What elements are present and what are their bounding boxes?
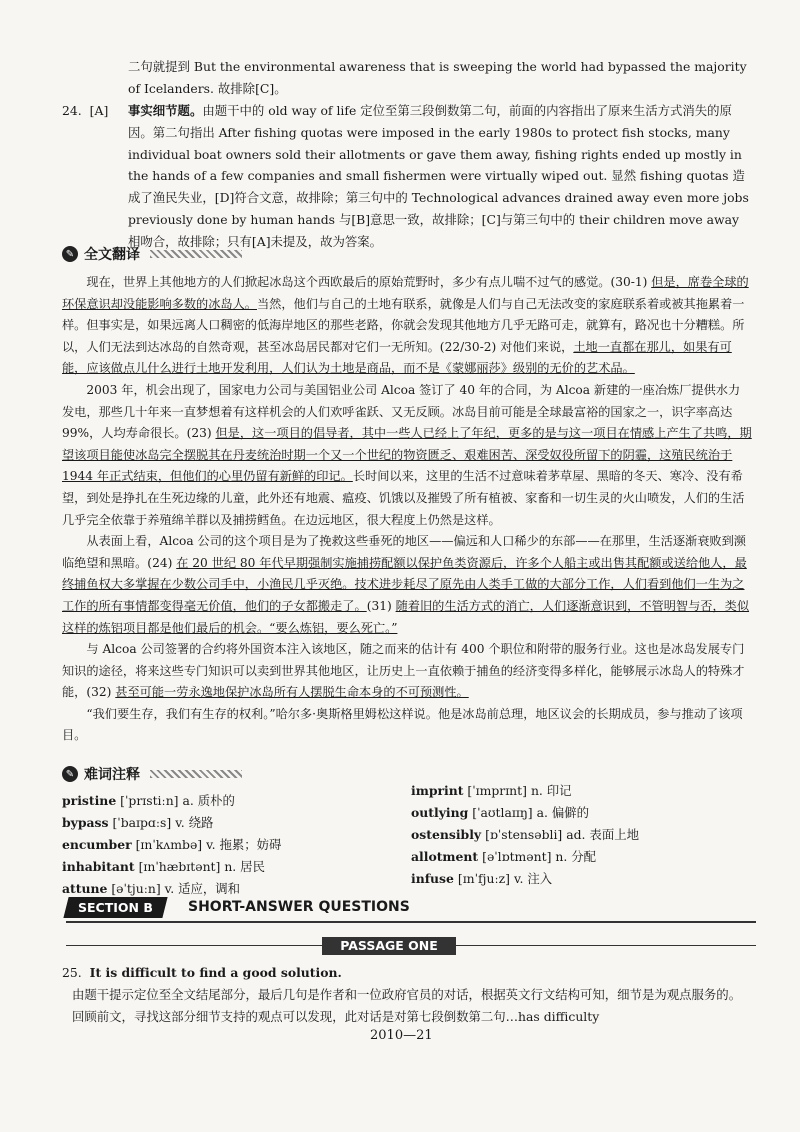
- underlined-answer-sentence: 随着旧的生活方式的消亡，人们逐渐意识到，不管明智与否，类似这样的炼铝项目都是他们最后的机会。“要么炼铝，要么死亡。”: [62, 598, 750, 635]
- vocab-left-column: [62, 790, 281, 900]
- vocab-item: bypass [ˈbaɪpɑːs] v. 绕路: [62, 815, 214, 830]
- vocab-item: infuse [ɪnˈfjuːz] v. 注入: [411, 871, 553, 886]
- question-25: [62, 962, 752, 1027]
- translation-p4: [62, 639, 752, 704]
- vocab-item: outlying [ˈaʊtlaɪɪŋ] a. 偏僻的: [411, 805, 590, 820]
- previous-answer-tail: 二句就提到 But the environmental awareness that is sweeping the world had bypassed the majority of Icelanders. 故排除[C]。: [128, 59, 747, 96]
- translation-text: 现在，世界上其他地方的人们掀起冰岛这个西欧最后的原始荒野时，多少有点儿喘不过气的感觉。(30-1): [86, 275, 652, 289]
- translation-text: 2003 年，机会出现了，国家电力公司与美国铝业公司 Alcoa 签订了 40 年的合同，为 Alcoa 新建的一座冶炼厂提供水力发电，那些几十年来一直梦想着有这样机会的人们欢呼雀跃、又无反顾。冰岛目前可能是全球最富裕的国家之一，识字率高达 99%，人均寿命很长。(23): [62, 382, 741, 441]
- translation-text: (31): [366, 598, 396, 613]
- underlined-answer-sentence: 在 20 世纪 80 年代早期强制实施捕捞配额以保护鱼类资源后，许多个人船主或出售其配额或送给他人，最终捕鱼权大多掌握在少数公司手中，小渔民几乎灭绝。技术进步耗尽了原先由人类手工做的大部分工作，人们看到他们一生为之工作的所有事情都变得毫无价值，他们的子女都搬走了。: [62, 555, 747, 613]
- translation-text: 从表面上看，Alcoa 公司的这个项目是为了挽救这些垂死的地区——偏远和人口稀少的东部——在那里，生活逐渐衰败到濒临绝望和黑暗。(24): [62, 534, 746, 570]
- section-header: [66, 897, 756, 919]
- answer-text: It is difficult to find a good solution.: [89, 965, 342, 980]
- section-title: SHORT-ANSWER QUESTIONS: [188, 899, 410, 915]
- bullet-icon: ✎: [62, 766, 78, 782]
- translation-heading: ✎ 全文翻译: [62, 244, 242, 264]
- section-tag: SECTION B: [63, 897, 167, 918]
- underlined-answer-sentence: 但是，这一项目的倡导者，其中一些人已经上了年纪，更多的是与这一项目在情感上产生了共鸣，期望该项目能使冰岛完全摆脱其在丹麦统治时期一个又一个世纪的物资匮乏、艰难困苦、深受奴役所留下的阴霾，这殖民统治于 1944 年正式结束，但他们的心里仍留有新鲜的印记。: [62, 426, 752, 484]
- page-number: 2010—21: [370, 1028, 433, 1043]
- translation-p5: [62, 704, 752, 747]
- vocab-item: imprint [ˈɪmprɪnt] n. 印记: [411, 783, 572, 798]
- translation-text: 当然，他们与自己的土地有联系，就像是人们与自己无法改变的家庭联系着或被其拖累着一样。但事实是，如果远离人口稠密的低海岸地区的那些老路，你就会发现其他地方几乎无路可走，就算有，路况也十分糟糕。所以，人们无法到达冰岛的自然奇观，甚至冰岛居民都对它们一无所知。(22/30-2) 对他们来说，: [62, 296, 745, 354]
- underlined-answer-sentence: 甚至可能一劳永逸地保护冰岛所有人摆脱生命本身的不可预测性。: [115, 685, 469, 700]
- explanation-text: 由题干提示定位至全文结尾部分，最后几句是作者和一位政府官员的对话，根据英文行文结构可知，细节是为观点服务的。回顾前文，寻找这部分细节支持的观点可以发现，此对话是对第七段倒数第二句…has difficulty: [72, 986, 742, 1024]
- vocab-heading: ✎ 难词注释: [62, 764, 242, 784]
- section-rule: [66, 921, 756, 923]
- translation-body: [62, 272, 752, 747]
- heading-stripe: [150, 770, 242, 778]
- passage-label: PASSAGE ONE: [322, 937, 456, 955]
- question-number: 24.: [62, 103, 82, 118]
- question-type: 事实细节题。: [128, 103, 203, 118]
- translation-text: “我们要生存，我们有生存的权利。”哈尔多·奥斯格里姆松这样说。他是冰岛前总理，地区议会的长期成员，参与推动了该项目。: [62, 706, 743, 743]
- question-number: 25.: [62, 965, 82, 980]
- vocab-right-column: [411, 780, 639, 890]
- underlined-answer-sentence: 但是，席卷全球的环保意识却没能影响多数的冰岛人。: [62, 275, 749, 311]
- question-24: [62, 100, 752, 253]
- vocab-item: ostensibly [ɒˈstensəbli] ad. 表面上地: [411, 827, 639, 842]
- translation-text: 长时间以来，这里的生活不过意味着茅草屋、黑暗的冬天、寒冷、没有希望，到处是挣扎在生死边缘的儿童，此外还有地震、瘟疫、饥饿以及摧毁了所有植被、家畜和一切生灵的火山喷发，人们的生活几乎完全依靠于养殖绵羊群以及捕捞鳕鱼。在边远地区，很大程度上仍然是这样。: [62, 469, 745, 527]
- answer-key: [A]: [89, 103, 109, 118]
- vocab-item: pristine [ˈprɪstiːn] a. 质朴的: [62, 793, 235, 808]
- explanation-text: 由题干中的 old way of life 定位至第三段倒数第二句，前面的内容指出了原来生活方式消失的原因。第二句指出 After fishing quotas were imposed in the early 1980s to protect fish stocks, many individual boat owners sold their allotments or gave them away, fishing rights ended up mostly in the hands of a few companies and small fishermen were virtually wiped out. 显然 fishing quotas 造成了渔民失业，[D]符合文意，故排除；第三句中的 Technological advances drained away even more jobs previously done by human hands 与[B]意思一致，故排除；[C]与第三句中的 their children move away 相吻合，故排除；只有[A]未提及，故为答案。: [128, 103, 749, 249]
- vocab-item: inhabitant [ɪnˈhæbɪtənt] n. 居民: [62, 859, 265, 874]
- translation-p2: [62, 380, 752, 531]
- vocab-item: attune [əˈtjuːn] v. 适应，调和: [62, 881, 241, 896]
- translation-p3: [62, 531, 752, 639]
- translation-p1: [62, 272, 752, 380]
- bullet-icon: ✎: [62, 246, 78, 262]
- vocab-item: encumber [ɪnˈkʌmbə] v. 拖累；妨碍: [62, 837, 282, 852]
- underlined-answer-sentence: 土地一直都在那儿，如果有可能，应该做点儿什么进行土地开发利用，人们认为土地是商品，而不是《蒙娜丽莎》级别的无价的艺术品。: [62, 339, 732, 376]
- heading-stripe: [150, 250, 242, 258]
- translation-text: 与 Alcoa 公司签署的合约将外国资本注入该地区，随之而来的估计有 400 个职位和附带的服务行业。这也是冰岛发展专门知识的途径，将来这些专门知识可以卖到世界其他地区，让历史上一直依赖于捕鱼的经济变得多样化，能够展示冰岛人的特殊才能，(32): [62, 642, 745, 700]
- vocab-item: allotment [əˈlɒtmənt] n. 分配: [411, 849, 597, 864]
